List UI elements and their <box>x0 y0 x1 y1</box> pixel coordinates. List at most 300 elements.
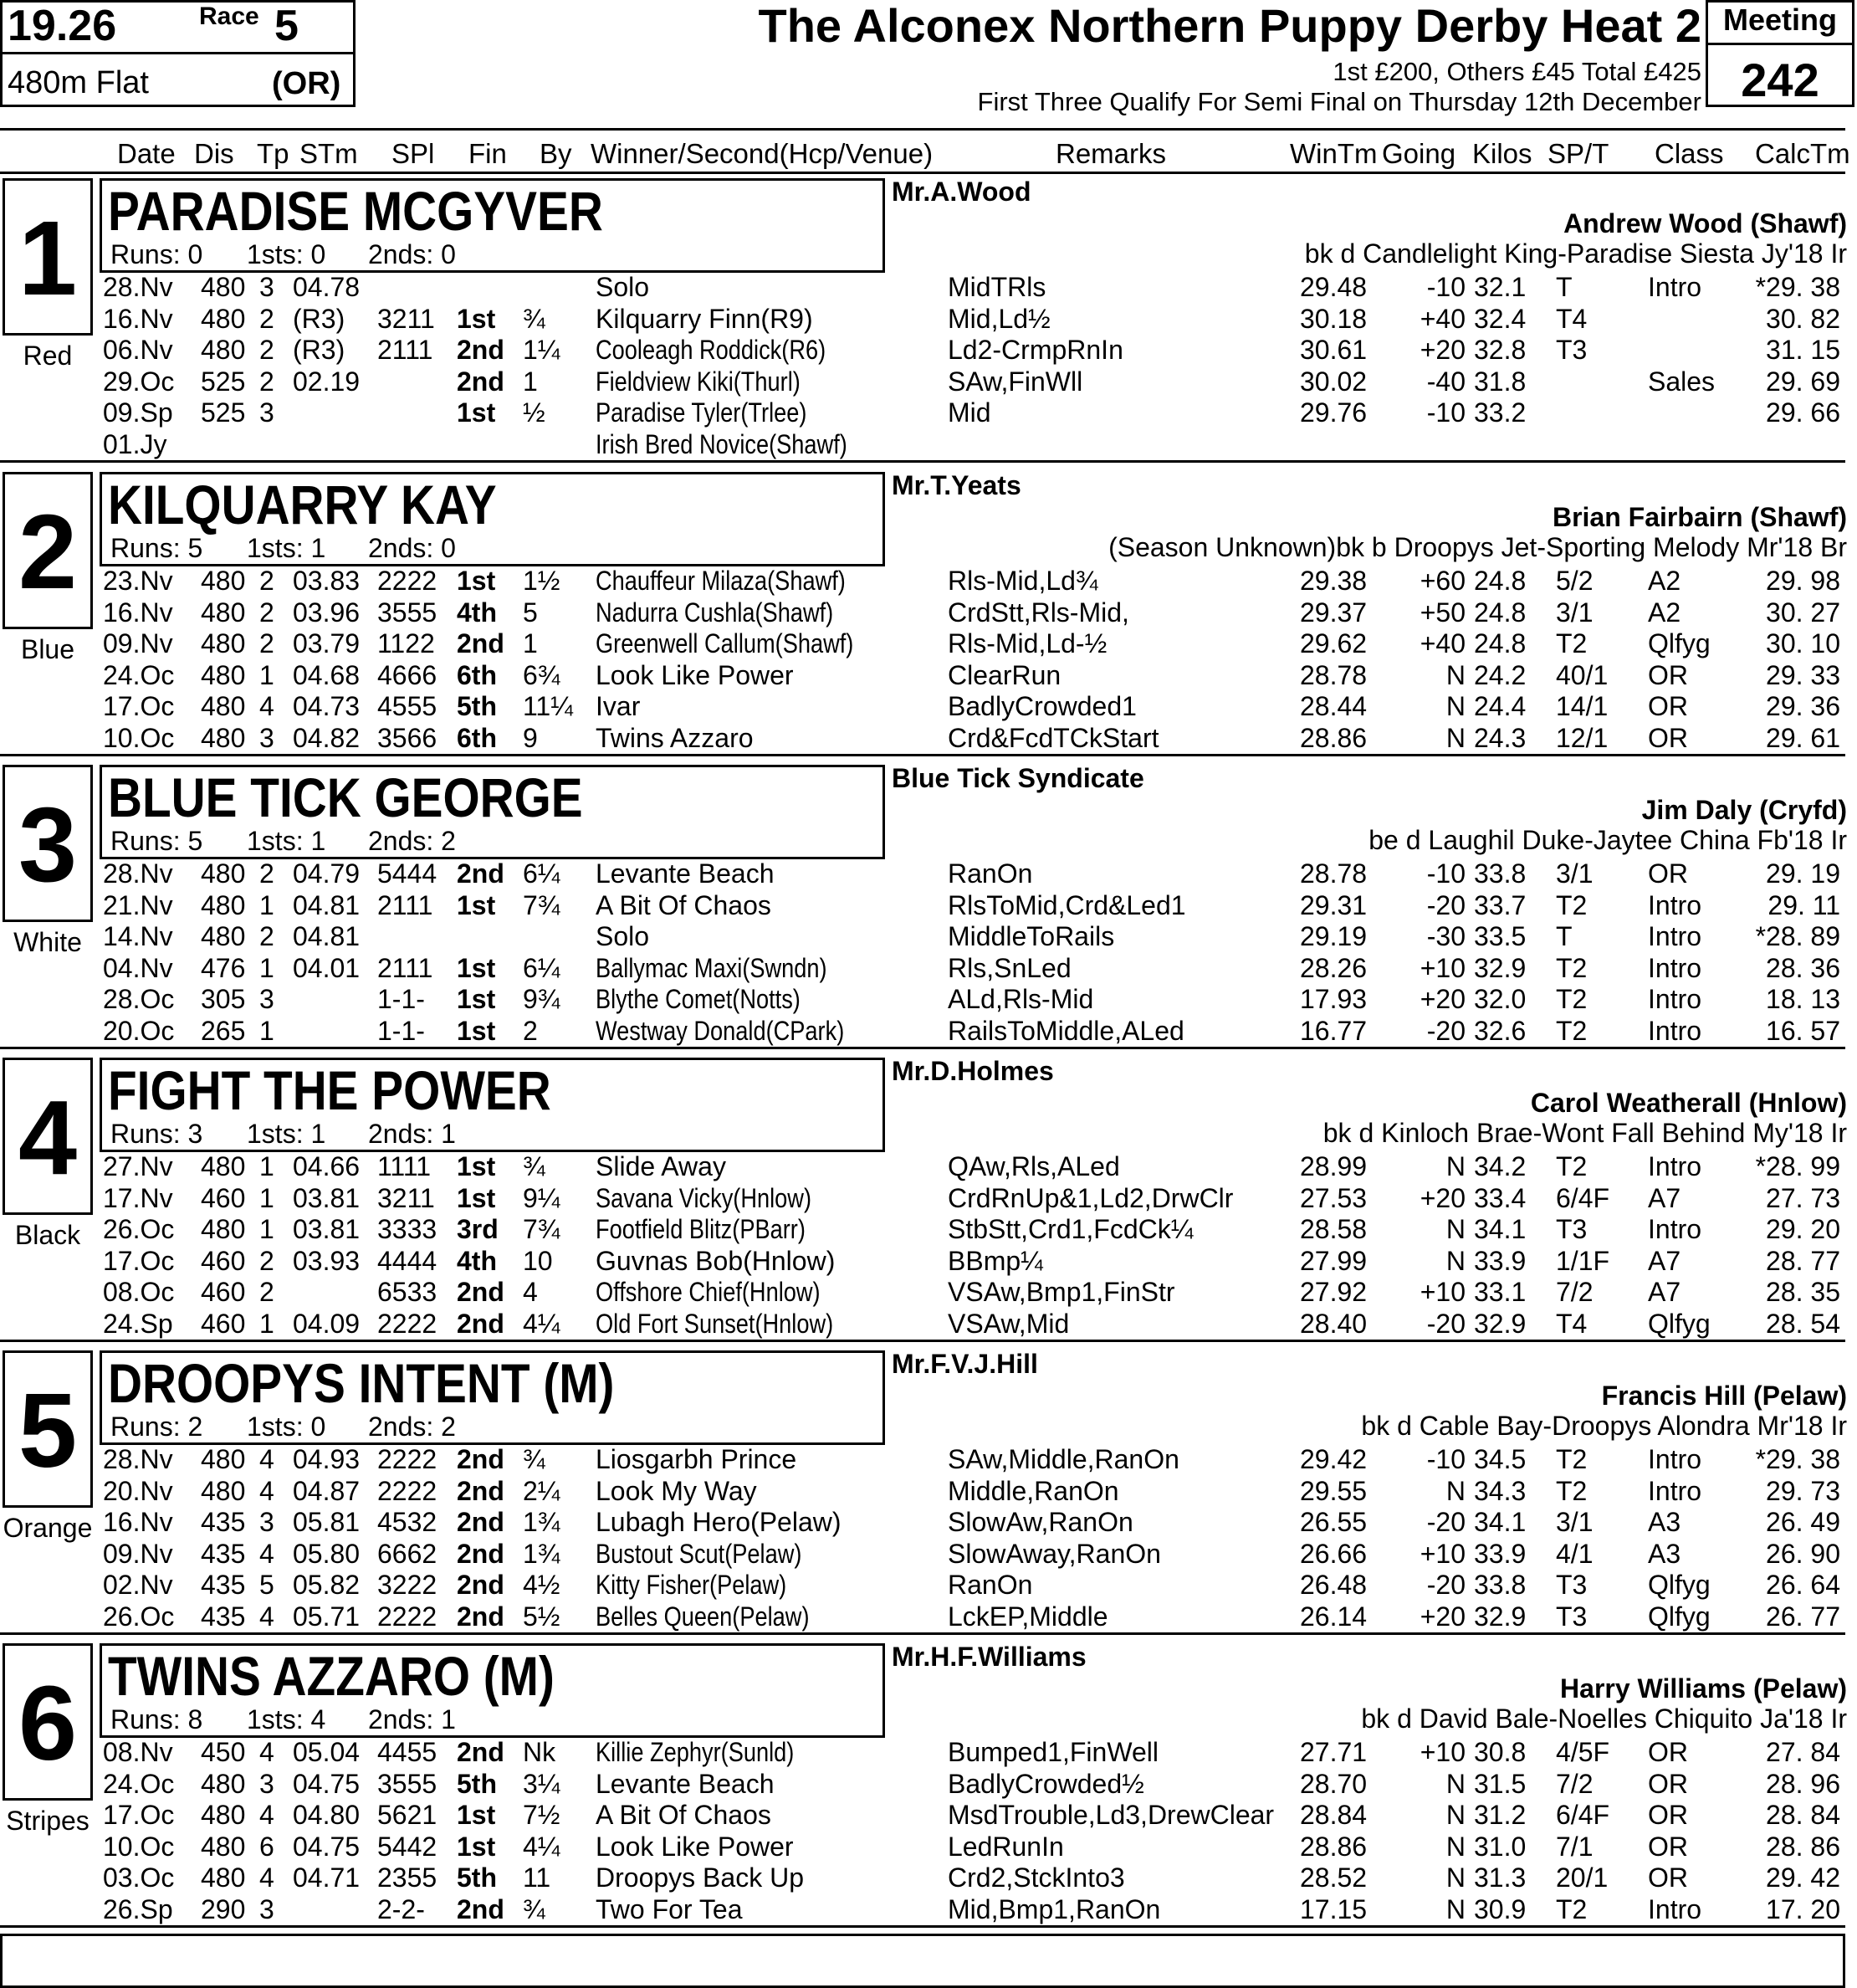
form-rem: BadlyCrowded½ <box>948 1768 1144 1799</box>
column-header: SPl <box>391 138 435 169</box>
form-fin: 2nd <box>457 628 504 658</box>
form-opp: Cooleagh Roddick(R6) <box>596 335 826 365</box>
form-going: +10 <box>1420 1277 1466 1307</box>
form-by: 2¼ <box>523 1475 560 1506</box>
form-opp: Lubagh Hero(Pelaw) <box>596 1507 842 1537</box>
runner-entry <box>0 1638 1857 1933</box>
form-going: +20 <box>1420 335 1466 365</box>
form-tp: 2 <box>259 566 274 596</box>
form-sp: T2 <box>1556 1893 1588 1924</box>
breeding: (Season Unknown)bk b Droopys Jet-Sporting Melody Mr'18 Br <box>1108 532 1847 562</box>
form-kilos: 33.8 <box>1474 858 1527 889</box>
form-spl: 2222 <box>377 1601 437 1632</box>
form-wintm: 29.38 <box>1300 566 1368 596</box>
form-date: 08.Oc <box>103 1277 175 1307</box>
race-time: 19.26 <box>8 2 117 50</box>
form-date: 20.Oc <box>103 1015 175 1046</box>
meeting-divider <box>1706 43 1854 45</box>
form-opp: Chauffeur Milaza(Shawf) <box>596 566 846 596</box>
form-sp: T4 <box>1556 303 1588 334</box>
form-dis: 435 <box>201 1507 246 1537</box>
form-wintm: 27.71 <box>1300 1737 1368 1767</box>
form-line <box>0 1539 1857 1570</box>
form-fin: 2nd <box>457 335 504 365</box>
form-fin: 2nd <box>457 366 504 397</box>
form-by: 4¼ <box>523 1308 560 1339</box>
form-calc: *29. 38 <box>1755 272 1840 302</box>
form-fin: 2nd <box>457 1475 504 1506</box>
form-stm: 05.04 <box>293 1737 361 1767</box>
form-sp: 3/1 <box>1556 858 1594 889</box>
form-sp: T2 <box>1556 1475 1588 1506</box>
form-opp: Droopys Back Up <box>596 1862 804 1893</box>
form-wintm: 28.86 <box>1300 1831 1368 1862</box>
form-going: N <box>1445 1862 1466 1893</box>
form-dis: 450 <box>201 1737 246 1767</box>
runner-name-box <box>100 1350 885 1445</box>
breeding: bk d Kinloch Brae-Wont Fall Behind My'18 Ir <box>1322 1118 1847 1148</box>
form-wintm: 26.55 <box>1300 1507 1368 1537</box>
breeding: bk d Cable Bay-Droopys Alondra Mr'18 Ir <box>1361 1411 1847 1441</box>
form-spl: 4455 <box>377 1737 437 1767</box>
form-calc: 29. 69 <box>1766 366 1840 397</box>
form-wintm: 27.99 <box>1300 1245 1368 1276</box>
form-cls: Qlfyg <box>1648 1601 1711 1632</box>
form-dis: 525 <box>201 397 246 428</box>
form-stm: 04.75 <box>293 1831 361 1862</box>
form-cls: A3 <box>1648 1507 1681 1537</box>
runs-count: Runs: 5 <box>110 826 203 856</box>
form-opp: Liosgarbh Prince <box>596 1444 797 1474</box>
form-calc: 28. 96 <box>1766 1768 1840 1799</box>
column-header: WinTm <box>1290 138 1378 169</box>
form-spl: 3566 <box>377 722 437 753</box>
form-rem: BadlyCrowded1 <box>948 691 1137 721</box>
form-kilos: 32.9 <box>1474 1308 1527 1339</box>
form-wintm: 27.92 <box>1300 1277 1368 1307</box>
form-dis: 480 <box>201 1768 246 1799</box>
form-going: -20 <box>1426 1308 1466 1339</box>
form-by: 1½ <box>523 566 560 596</box>
form-stm: 04.71 <box>293 1862 361 1893</box>
owner: Mr.F.V.J.Hill <box>892 1349 1038 1379</box>
form-cls: OR <box>1648 1862 1688 1893</box>
form-fin: 1st <box>457 1015 496 1046</box>
form-going: +10 <box>1420 952 1466 983</box>
form-going: +40 <box>1420 303 1466 334</box>
form-going: -10 <box>1426 272 1466 302</box>
form-date: 26.Sp <box>103 1893 173 1924</box>
runner-name: DROOPYS INTENT (M) <box>108 1352 615 1414</box>
form-date: 16.Nv <box>103 1507 173 1537</box>
header-rule <box>0 128 1845 131</box>
form-kilos: 32.6 <box>1474 1015 1527 1046</box>
form-dis: 480 <box>201 722 246 753</box>
form-wintm: 28.99 <box>1300 1151 1368 1181</box>
form-rem: Crd&FcdTCkStart <box>948 722 1159 753</box>
runner-name: BLUE TICK GEORGE <box>108 766 583 828</box>
form-date: 09.Nv <box>103 628 173 658</box>
form-date: 10.Oc <box>103 1831 175 1862</box>
form-date: 17.Oc <box>103 691 175 721</box>
trap-color: Red <box>23 341 73 371</box>
form-cls: Intro <box>1648 272 1702 302</box>
form-line <box>0 397 1857 428</box>
form-tp: 4 <box>259 1601 274 1632</box>
form-rem: VSAw,Bmp1,FinStr <box>948 1277 1175 1307</box>
form-kilos: 31.2 <box>1474 1800 1527 1830</box>
form-fin: 2nd <box>457 1308 504 1339</box>
entry-divider <box>0 1047 1845 1049</box>
form-tp: 3 <box>259 984 274 1014</box>
form-fin: 1st <box>457 397 496 428</box>
form-wintm: 28.84 <box>1300 1800 1368 1830</box>
form-calc: 28. 84 <box>1766 1800 1840 1830</box>
form-kilos: 32.0 <box>1474 984 1527 1014</box>
form-calc: 29. 36 <box>1766 691 1840 721</box>
form-fin: 2nd <box>457 1277 504 1307</box>
form-kilos: 33.7 <box>1474 889 1527 920</box>
form-line <box>0 1800 1857 1831</box>
runs-count: Runs: 5 <box>110 533 203 563</box>
form-opp: A Bit Of Chaos <box>596 1800 771 1830</box>
trainer: Jim Daly (Cryfd) <box>1641 795 1847 825</box>
form-dis: 305 <box>201 984 246 1014</box>
form-dis: 480 <box>201 1214 246 1244</box>
form-calc: 29. 19 <box>1766 858 1840 889</box>
form-dis: 480 <box>201 1831 246 1862</box>
form-going: N <box>1445 1475 1466 1506</box>
form-calc: 29. 66 <box>1766 397 1840 428</box>
form-going: N <box>1445 1245 1466 1276</box>
form-line <box>0 566 1857 597</box>
form-line <box>0 304 1857 335</box>
form-line <box>0 1601 1857 1632</box>
form-spl: 1-1- <box>377 984 425 1014</box>
form-spl: 5621 <box>377 1800 437 1830</box>
form-by: 6¼ <box>523 952 560 983</box>
form-by: 1¼ <box>523 335 560 365</box>
form-wintm: 29.19 <box>1300 921 1368 951</box>
form-by: 1¾ <box>523 1507 560 1537</box>
form-date: 16.Nv <box>103 303 173 334</box>
form-sp: T2 <box>1556 628 1588 658</box>
form-spl: 1111 <box>377 1151 432 1181</box>
form-line <box>0 429 1857 460</box>
form-rem: RanOn <box>948 858 1033 889</box>
form-wintm: 27.53 <box>1300 1182 1368 1213</box>
entry-divider <box>0 1340 1845 1342</box>
form-stm: 02.19 <box>293 366 361 397</box>
form-date: 23.Nv <box>103 566 173 596</box>
form-tp: 4 <box>259 1538 274 1569</box>
form-dis: 480 <box>201 1862 246 1893</box>
form-spl: 3333 <box>377 1214 437 1244</box>
form-opp: Levante Beach <box>596 1768 775 1799</box>
form-line <box>0 1862 1857 1893</box>
form-going: +40 <box>1420 628 1466 658</box>
form-rem: Mid,Bmp1,RanOn <box>948 1893 1161 1924</box>
form-opp: Belles Queen(Pelaw) <box>596 1601 810 1632</box>
column-header: Fin <box>468 138 507 169</box>
form-dis: 435 <box>201 1570 246 1600</box>
form-tp: 4 <box>259 1800 274 1830</box>
form-spl: 2111 <box>377 889 433 920</box>
form-going: +10 <box>1420 1737 1466 1767</box>
form-going: N <box>1445 691 1466 721</box>
runner-entry <box>0 173 1857 468</box>
form-line <box>0 1183 1857 1214</box>
trap-number: 2 <box>3 472 93 629</box>
form-fin: 6th <box>457 722 497 753</box>
form-line <box>0 1737 1857 1768</box>
form-spl: 6662 <box>377 1538 437 1569</box>
form-stm: 03.81 <box>293 1182 361 1213</box>
form-rem: Crd2,StckInto3 <box>948 1862 1125 1893</box>
form-sp: 4/5F <box>1556 1737 1610 1767</box>
firsts-count: 1sts: 4 <box>247 1704 326 1734</box>
form-cls: A7 <box>1648 1245 1681 1276</box>
form-calc: 28. 86 <box>1766 1831 1840 1862</box>
form-sp: T2 <box>1556 984 1588 1014</box>
runs-count: Runs: 3 <box>110 1119 203 1149</box>
form-fin: 2nd <box>457 1507 504 1537</box>
form-cls: OR <box>1648 1737 1688 1767</box>
form-cls: Qlfyg <box>1648 1570 1711 1600</box>
form-going: +20 <box>1420 984 1466 1014</box>
form-dis: 480 <box>201 303 246 334</box>
form-calc: 28. 77 <box>1766 1245 1840 1276</box>
form-stm: 04.68 <box>293 659 361 690</box>
form-date: 29.Oc <box>103 366 175 397</box>
form-spl: 6533 <box>377 1277 437 1307</box>
form-spl: 2-2- <box>377 1893 425 1924</box>
form-dis: 480 <box>201 1475 246 1506</box>
runner-entry <box>0 1053 1857 1347</box>
form-tp: 4 <box>259 1444 274 1474</box>
runner-name-box <box>100 1058 885 1152</box>
form-cls: A2 <box>1648 566 1681 596</box>
form-kilos: 33.1 <box>1474 1277 1527 1307</box>
form-kilos: 34.1 <box>1474 1507 1527 1537</box>
form-line <box>0 1476 1857 1507</box>
firsts-count: 1sts: 1 <box>247 826 326 856</box>
form-calc: 29. 42 <box>1766 1862 1840 1893</box>
form-by: 5 <box>523 597 538 628</box>
form-date: 03.Oc <box>103 1862 175 1893</box>
form-going: -20 <box>1426 1507 1466 1537</box>
form-cls: A2 <box>1648 597 1681 628</box>
form-tp: 4 <box>259 1737 274 1767</box>
form-going: +50 <box>1420 597 1466 628</box>
form-calc: 29. 61 <box>1766 722 1840 753</box>
form-opp: Solo <box>596 272 650 302</box>
form-wintm: 17.93 <box>1300 984 1368 1014</box>
form-wintm: 30.61 <box>1300 335 1368 365</box>
form-calc: 26. 49 <box>1766 1507 1840 1537</box>
form-fin: 1st <box>457 952 496 983</box>
form-date: 04.Nv <box>103 952 173 983</box>
form-sp: 6/4F <box>1556 1800 1610 1830</box>
race-label: Race <box>199 3 259 30</box>
runner-entry <box>0 467 1857 761</box>
form-opp: Kitty Fisher(Pelaw) <box>596 1570 787 1600</box>
form-sp: T2 <box>1556 1015 1588 1046</box>
form-dis: 480 <box>201 858 246 889</box>
form-fin: 1st <box>457 984 496 1014</box>
form-tp: 2 <box>259 628 274 658</box>
form-fin: 1st <box>457 566 496 596</box>
form-going: +60 <box>1420 566 1466 596</box>
form-date: 24.Oc <box>103 659 175 690</box>
form-line <box>0 691 1857 722</box>
trap-number: 3 <box>3 765 93 922</box>
form-date: 28.Nv <box>103 1444 173 1474</box>
form-wintm: 28.86 <box>1300 722 1368 753</box>
firsts-count: 1sts: 1 <box>247 1119 326 1149</box>
form-rem: Rls-Mid,Ld-½ <box>948 628 1108 658</box>
runner-name: TWINS AZZARO (M) <box>108 1645 555 1707</box>
form-line <box>0 1832 1857 1862</box>
form-fin: 6th <box>457 659 497 690</box>
trap-number: 5 <box>3 1350 93 1508</box>
race-prizes: 1st £200, Others £45 Total £425 <box>1333 57 1701 86</box>
form-cls: Qlfyg <box>1648 628 1711 658</box>
form-kilos: 34.1 <box>1474 1214 1527 1244</box>
form-going: N <box>1445 722 1466 753</box>
form-sp: T3 <box>1556 1601 1588 1632</box>
form-fin: 2nd <box>457 1538 504 1569</box>
form-wintm: 26.48 <box>1300 1570 1368 1600</box>
form-cls: Intro <box>1648 1015 1702 1046</box>
form-calc: 16. 57 <box>1766 1015 1840 1046</box>
form-rem: LedRunIn <box>948 1831 1064 1862</box>
form-wintm: 29.48 <box>1300 272 1368 302</box>
form-stm: 03.96 <box>293 597 361 628</box>
form-kilos: 34.5 <box>1474 1444 1527 1474</box>
form-spl: 3211 <box>377 303 435 334</box>
form-sp: 7/1 <box>1556 1831 1594 1862</box>
form-going: N <box>1445 1800 1466 1830</box>
form-kilos: 32.8 <box>1474 335 1527 365</box>
form-kilos: 32.4 <box>1474 303 1527 334</box>
form-going: -20 <box>1426 889 1466 920</box>
form-wintm: 29.42 <box>1300 1444 1368 1474</box>
form-spl: 2222 <box>377 1308 437 1339</box>
form-rem: SAw,Middle,RanOn <box>948 1444 1179 1474</box>
form-by: 1 <box>523 366 538 397</box>
form-dis: 480 <box>201 335 246 365</box>
form-sp: 12/1 <box>1556 722 1609 753</box>
runner-name: FIGHT THE POWER <box>108 1059 551 1121</box>
form-kilos: 24.8 <box>1474 628 1527 658</box>
form-going: N <box>1445 659 1466 690</box>
form-calc: 29. 20 <box>1766 1214 1840 1244</box>
form-opp: Blythe Comet(Notts) <box>596 984 801 1014</box>
trap-number: 6 <box>3 1643 93 1801</box>
column-header: Dis <box>194 138 234 169</box>
form-line <box>0 1570 1857 1601</box>
form-going: -40 <box>1426 366 1466 397</box>
runner-name: KILQUARRY KAY <box>108 474 497 535</box>
form-rem: ALd,Rls-Mid <box>948 984 1094 1014</box>
form-stm: 04.79 <box>293 858 361 889</box>
form-calc: 26. 64 <box>1766 1570 1840 1600</box>
trainer: Andrew Wood (Shawf) <box>1563 208 1847 238</box>
form-tp: 1 <box>259 889 274 920</box>
form-tp: 5 <box>259 1570 274 1600</box>
form-cls: Intro <box>1648 1475 1702 1506</box>
form-calc: 28. 35 <box>1766 1277 1840 1307</box>
form-opp: Westway Donald(CPark) <box>596 1015 845 1046</box>
form-tp: 1 <box>259 659 274 690</box>
form-tp: 4 <box>259 1475 274 1506</box>
runs-count: Runs: 8 <box>110 1704 203 1734</box>
form-line <box>0 984 1857 1015</box>
form-tp: 1 <box>259 952 274 983</box>
runner-name-box <box>100 1643 885 1738</box>
form-rem: RanOn <box>948 1570 1033 1600</box>
form-tp: 2 <box>259 366 274 397</box>
form-sp: T3 <box>1556 335 1588 365</box>
form-fin: 2nd <box>457 858 504 889</box>
form-wintm: 29.62 <box>1300 628 1368 658</box>
form-dis: 460 <box>201 1277 246 1307</box>
form-rem: Ld2-CrmpRnIn <box>948 335 1123 365</box>
form-cls: A7 <box>1648 1182 1681 1213</box>
form-kilos: 33.5 <box>1474 921 1527 951</box>
form-line <box>0 1507 1857 1538</box>
form-cls: OR <box>1648 691 1688 721</box>
form-sp: T2 <box>1556 889 1588 920</box>
form-calc: 26. 77 <box>1766 1601 1840 1632</box>
form-calc: *28. 89 <box>1755 921 1840 951</box>
form-line <box>0 1277 1857 1308</box>
form-cls: Sales <box>1648 366 1716 397</box>
form-rem: Mid <box>948 397 991 428</box>
trainer: Brian Fairbairn (Shawf) <box>1552 502 1847 532</box>
form-opp: Look Like Power <box>596 1831 794 1862</box>
form-tp: 6 <box>259 1831 274 1862</box>
form-kilos: 30.8 <box>1474 1737 1527 1767</box>
column-header: STm <box>299 138 358 169</box>
form-dis: 480 <box>201 1151 246 1181</box>
race-distance: 480m Flat <box>8 65 149 100</box>
form-going: +10 <box>1420 1538 1466 1569</box>
form-kilos: 32.1 <box>1474 272 1527 302</box>
form-opp: Old Fort Sunset(Hnlow) <box>596 1308 834 1339</box>
form-by: 1 <box>523 628 538 658</box>
form-rem: Rls,SnLed <box>948 952 1072 983</box>
form-tp: 1 <box>259 1308 274 1339</box>
form-cls: Intro <box>1648 1444 1702 1474</box>
form-stm: 05.81 <box>293 1507 361 1537</box>
form-fin: 4th <box>457 597 497 628</box>
entry-divider <box>0 754 1845 756</box>
form-tp: 2 <box>259 1277 274 1307</box>
meeting-number: 242 <box>1741 54 1819 106</box>
form-stm: 04.81 <box>293 889 361 920</box>
column-header: Going <box>1382 138 1456 169</box>
form-sp: 7/2 <box>1556 1277 1594 1307</box>
owner: Mr.H.F.Williams <box>892 1642 1087 1672</box>
form-dis: 290 <box>201 1893 246 1924</box>
form-dis: 265 <box>201 1015 246 1046</box>
form-calc: 29. 73 <box>1766 1475 1840 1506</box>
form-calc: *28. 99 <box>1755 1151 1840 1181</box>
column-header: Winner/Second(Hcp/Venue) <box>591 138 934 169</box>
form-by: 10 <box>523 1245 553 1276</box>
